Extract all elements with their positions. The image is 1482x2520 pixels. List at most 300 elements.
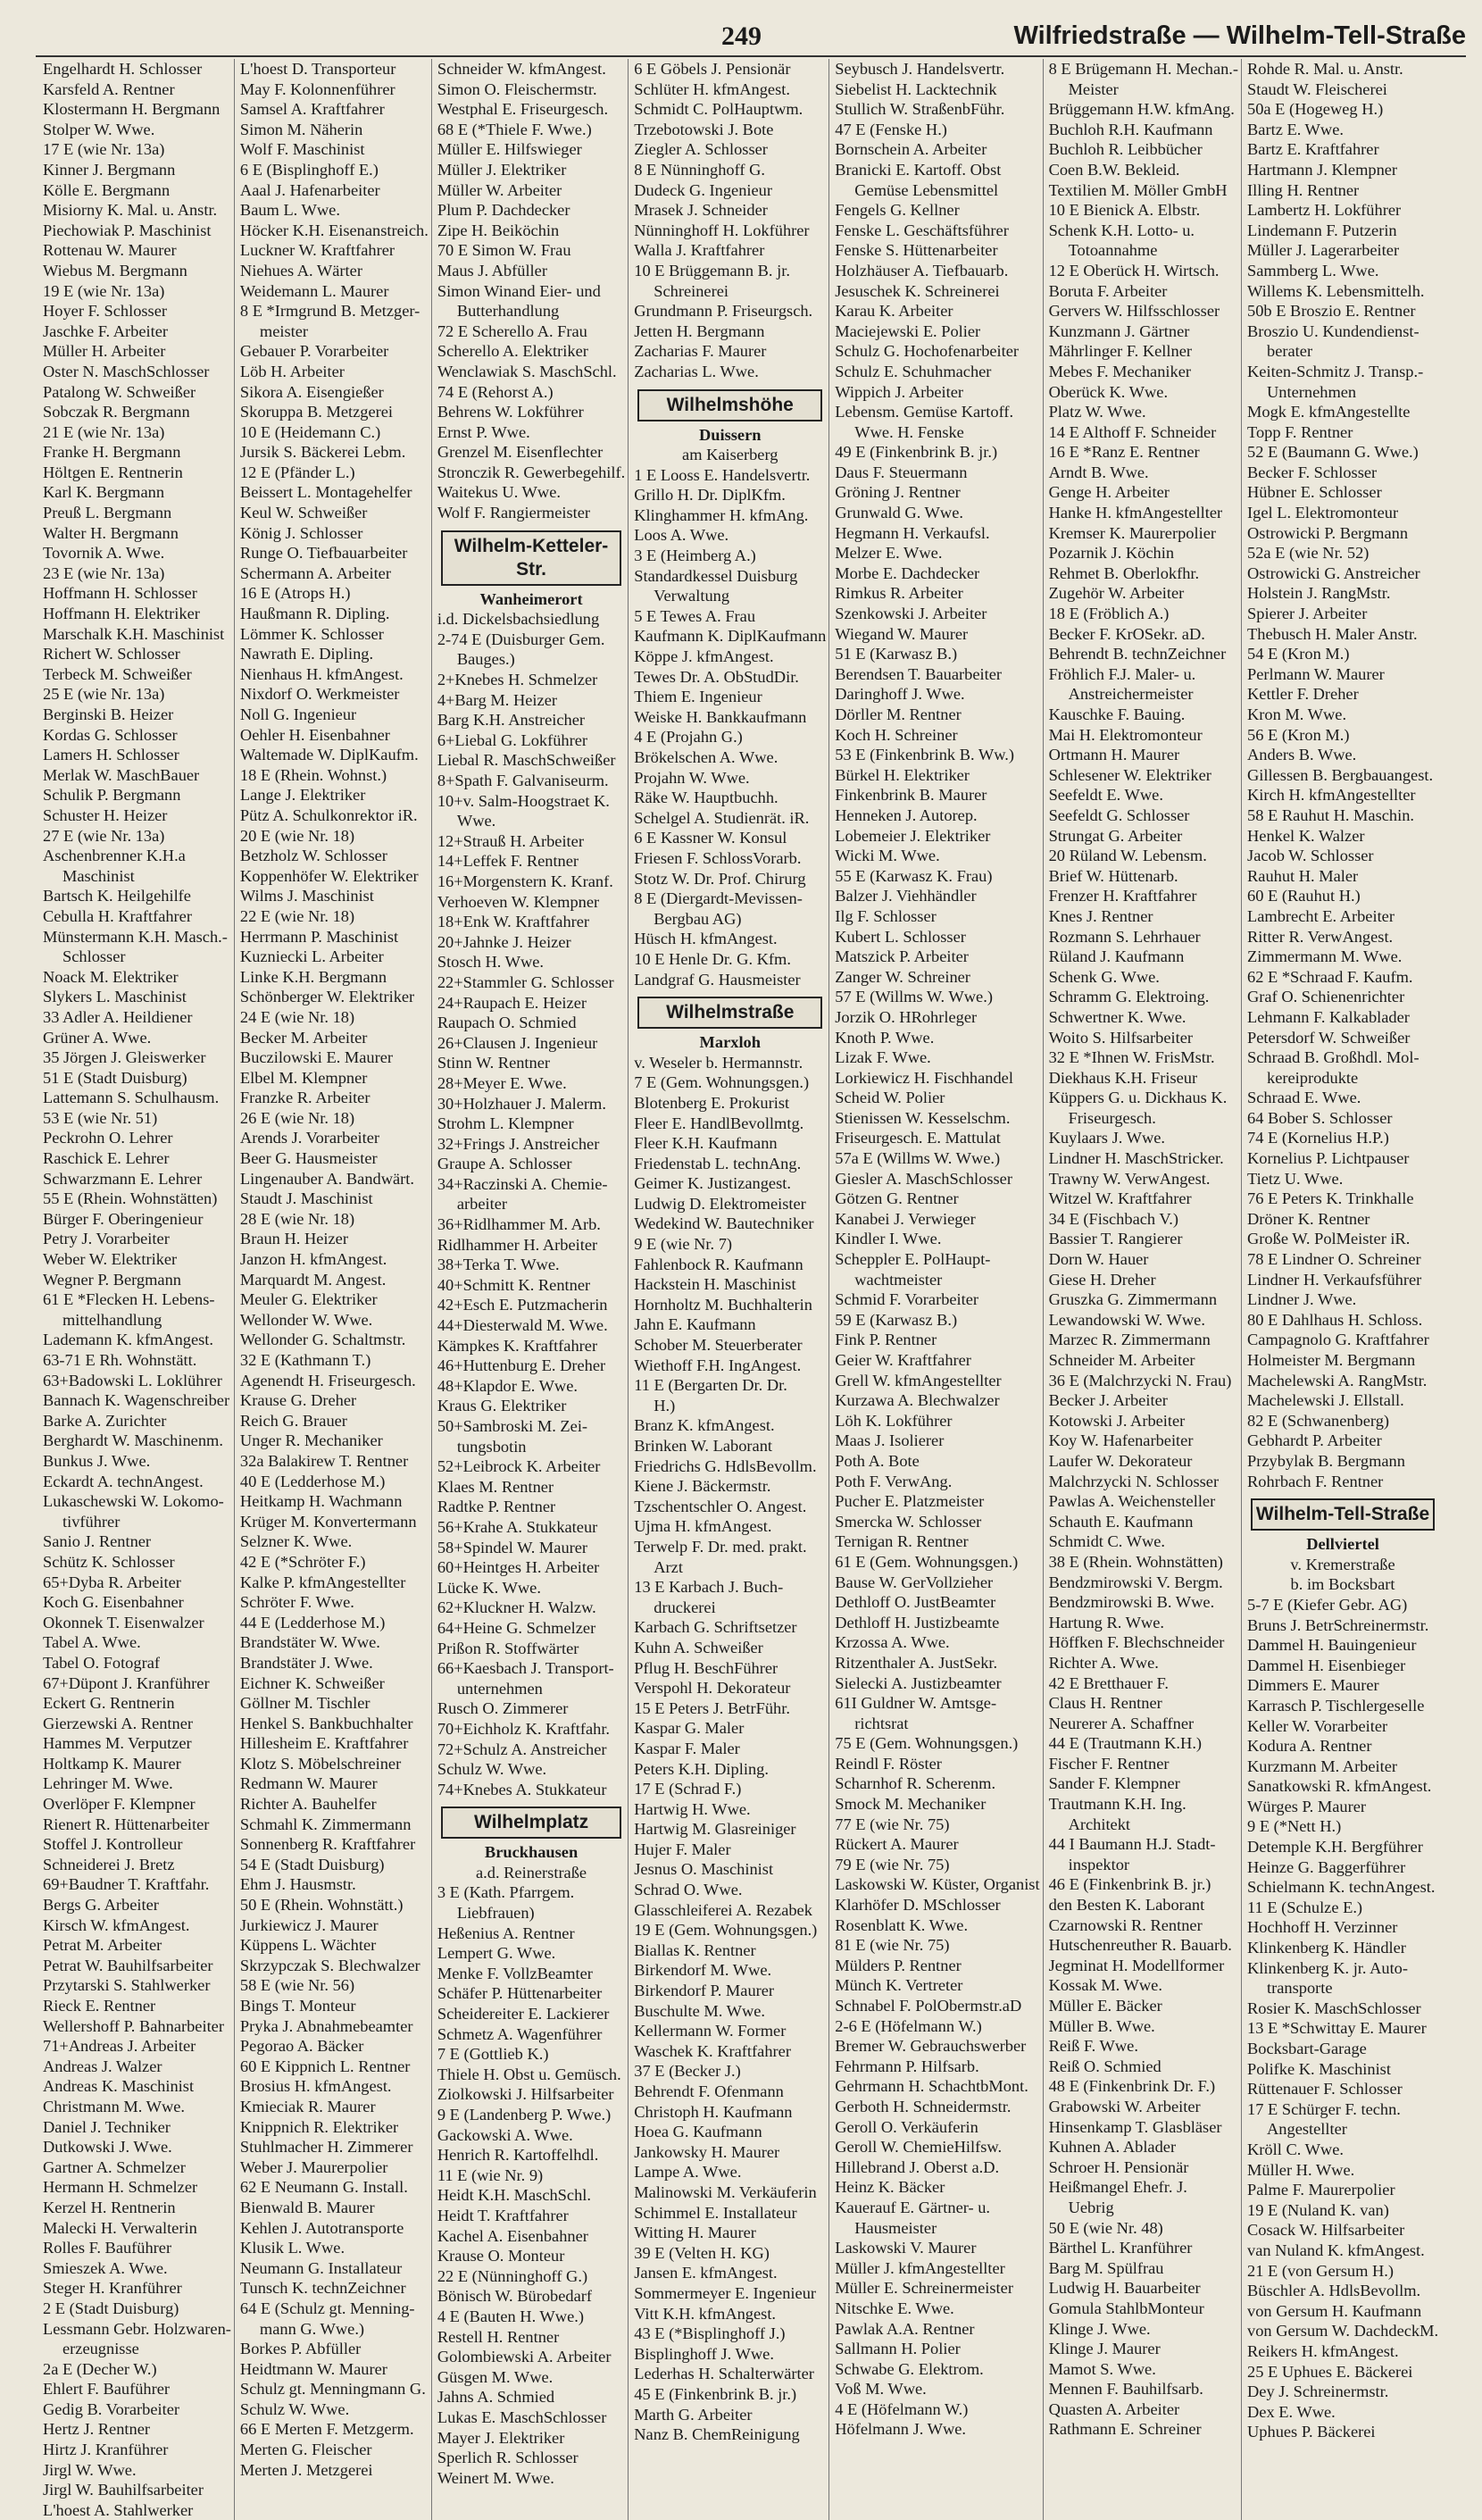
directory-entry: Friseurgesch.	[1068, 1108, 1156, 1127]
directory-entry: Marquardt M. Angest.	[239, 1270, 387, 1289]
directory-entry: unternehmen	[456, 1679, 543, 1698]
directory-entry: Skrzypczak S. Blechwalzer	[239, 1956, 420, 1974]
directory-entry: Pawlak A.A. Rentner	[835, 2319, 975, 2338]
directory-entry: Wegner P. Bergmann	[43, 1270, 181, 1289]
directory-entry: Hillebrand J. Oberst a.D.	[835, 2157, 1000, 2176]
directory-entry: Dörller M. Rentner	[835, 705, 962, 723]
directory-entry: Cebulla H. Kraftfahrer	[43, 906, 192, 925]
directory-entry: 9 E (*Nett H.)	[1247, 1817, 1342, 1836]
directory-entry: Melzer E. Wwe.	[835, 544, 943, 563]
directory-entry: Lattemann S. Schulhausm.	[43, 1089, 220, 1107]
directory-entry: Brökelschen A. Wwe.	[634, 748, 778, 766]
directory-entry: Architekt	[1068, 1815, 1131, 1833]
directory-entry: Lebensm. Gemüse Kartoff.	[835, 403, 1014, 421]
directory-entry: Illing H. Rentner	[1247, 180, 1360, 199]
directory-entry: Klinghammer H. kfmAng.	[634, 505, 809, 524]
directory-entry: Ternigan R. Rentner	[835, 1532, 969, 1551]
directory-entry: Schober M. Steuerberater	[634, 1336, 803, 1355]
directory-entry: inspektor	[1068, 1855, 1130, 1873]
directory-entry: König J. Schlosser	[239, 523, 363, 542]
directory-entry: Uebrig	[1068, 2198, 1114, 2216]
directory-entry: 68 E (*Thiele F. Wwe.)	[437, 120, 592, 138]
directory-entry: Waschek K. Kraftfahrer	[634, 2041, 791, 2060]
directory-entry: Marschalk K.H. Maschinist	[43, 624, 225, 643]
directory-entry: Diekhaus K.H. Friseur	[1048, 1068, 1198, 1087]
directory-entry: Nanz B. ChemReinigung	[634, 2425, 800, 2444]
directory-entry: Klostermann H. Bergmann	[43, 100, 221, 119]
directory-entry: Terbeck M. Schweißer	[43, 664, 192, 683]
directory-entry: Lademann K. kfmAngest.	[43, 1331, 214, 1349]
district-heading: Bruckhausen	[484, 1843, 579, 1862]
directory-entry: Münch K. Vertreter	[835, 1976, 963, 1995]
directory-entry: Textilien M. Möller GmbH	[1048, 180, 1228, 199]
directory-entry: Westphal E. Friseurgesch.	[437, 100, 609, 119]
directory-entry: Ilg F. Schlosser	[835, 906, 937, 925]
directory-entry: Simon O. Fleischermstr.	[437, 79, 597, 98]
directory-entry: Buschulte M. Wwe.	[634, 2001, 766, 2020]
directory-entry: Geier W. Kraftfahrer	[835, 1351, 971, 1369]
directory-entry: 4 E (Bauten H. Wwe.)	[437, 2307, 584, 2325]
directory-entry: Schönberger W. Elektriker	[239, 988, 415, 1006]
directory-entry: Bärthel L. Kranführer	[1048, 2239, 1193, 2257]
directory-entry: Pawlas A. Weichensteller	[1048, 1492, 1216, 1511]
directory-entry: Sikora A. Eisengießer	[239, 382, 384, 401]
directory-entry: Schulz W. Wwe.	[239, 2399, 350, 2418]
directory-entry: Heißmangel Ehefr. J.	[1048, 2178, 1187, 2197]
directory-entry: Andreas J. Walzer	[43, 2057, 162, 2075]
directory-columns	[39, 59, 1468, 2519]
directory-entry: Müller J. kfmAngestellter	[835, 2258, 1005, 2277]
directory-entry: Bönisch W. Bürobedarf	[437, 2287, 593, 2306]
directory-entry: Grunwald G. Wwe.	[835, 504, 963, 522]
directory-entry: Oberück K. Wwe.	[1048, 382, 1169, 401]
directory-entry: Birkendorf P. Maurer	[634, 1982, 775, 2000]
directory-entry: 16 E (Atrops H.)	[239, 584, 351, 603]
directory-entry: Bergs G. Arbeiter	[43, 1896, 159, 1915]
directory-entry: Genge H. Arbeiter	[1048, 483, 1170, 502]
directory-entry: Fröhlich F.J. Maler- u.	[1048, 664, 1196, 683]
directory-entry: Platz W. Wwe.	[1048, 403, 1146, 421]
directory-entry: Richter A. Bauhelfer	[239, 1795, 377, 1814]
directory-entry: 4+Barg M. Heizer	[437, 690, 557, 709]
directory-entry: Güsgen M. Wwe.	[437, 2367, 554, 2386]
directory-entry: Hujer F. Maler	[634, 1840, 731, 1858]
directory-entry: 4 E (Projahn G.)	[634, 728, 743, 747]
directory-entry: Höfelmann J. Wwe.	[835, 2420, 967, 2439]
directory-entry: Ostrowicki G. Anstreicher	[1247, 563, 1420, 582]
directory-entry: Lehmann F. Kalkablader	[1247, 1007, 1410, 1026]
directory-entry: Claus H. Rentner	[1048, 1694, 1162, 1713]
directory-entry: Lukaschewski W. Lokomo-	[43, 1492, 224, 1511]
directory-entry: 13 E *Schwittay E. Maurer	[1247, 2019, 1427, 2038]
directory-entry: Lange J. Elektriker	[239, 786, 366, 805]
directory-entry: May F. Kolonnenführer	[239, 79, 395, 98]
directory-entry: Sperlich R. Schlosser	[437, 2449, 579, 2467]
directory-entry: Jansen E. kfmAngest.	[634, 2264, 778, 2282]
directory-entry: 44 I Baumann H.J. Stadt-	[1048, 1835, 1216, 1854]
directory-entry: 24 E (wie Nr. 18)	[239, 1007, 355, 1026]
directory-entry: Kmieciak R. Maurer	[239, 2097, 376, 2115]
directory-entry: 80 E Dahlhaus H. Schloss.	[1247, 1310, 1423, 1329]
directory-entry: wachtmeister	[854, 1270, 943, 1289]
directory-entry: Schnabel F. PolObermstr.aD	[835, 1997, 1022, 2015]
directory-entry: mittelhandlung	[62, 1310, 162, 1329]
directory-entry: Wenclawiak S. MaschSchl.	[437, 362, 617, 380]
directory-entry: Nixdorf O. Werkmeister	[239, 685, 400, 704]
directory-entry: Scheidereiter E. Lackierer	[437, 2005, 610, 2024]
directory-entry: Rüland J. Kaufmann	[1048, 947, 1185, 966]
directory-entry: Rehmet B. Oberlokfhr.	[1048, 563, 1200, 582]
directory-entry: Holstein J. RangMstr.	[1247, 584, 1391, 603]
directory-entry: 10 E (Heidemann C.)	[239, 422, 381, 441]
directory-entry: Lingenauber A. Bandwärt.	[239, 1169, 415, 1188]
directory-entry: Zipe H. Beiköchin	[437, 221, 560, 239]
directory-entry: Henrich R. Kartoffelhdl.	[437, 2146, 599, 2165]
directory-entry: 5-7 E (Kiefer Gebr. AG)	[1247, 1595, 1408, 1614]
directory-entry: Machelewski A. RangMstr.	[1247, 1371, 1428, 1389]
directory-entry: Schreinerei	[654, 281, 729, 300]
directory-entry: Rozmann S. Lehrhauer	[1048, 927, 1201, 946]
directory-entry: Uphues P. Bäckerei	[1247, 2423, 1376, 2441]
directory-entry: Arzt	[654, 1557, 683, 1576]
directory-entry: Lindemann F. Putzerin	[1247, 221, 1397, 239]
directory-entry: Karrasch P. Tischlergeselle	[1247, 1696, 1425, 1715]
directory-entry: Wilms J. Maschinist	[239, 887, 374, 905]
directory-entry: Ludwig D. Elektromeister	[634, 1194, 806, 1213]
directory-entry: Räke W. Hauptbuchh.	[634, 789, 778, 807]
directory-entry: Brandstäter J. Wwe.	[239, 1653, 373, 1672]
directory-entry: Merten J. Metzgerei	[239, 2460, 373, 2479]
directory-entry: H.)	[654, 1396, 676, 1414]
directory-entry: Kodura A. Rentner	[1247, 1737, 1372, 1756]
directory-entry: Schimmel E. Installateur	[634, 2203, 797, 2222]
directory-entry: Bürger F. Oberingenieur	[43, 1209, 204, 1228]
directory-entry: Becker M. Arbeiter	[239, 1028, 368, 1047]
directory-entry: 15 E Peters J. BetrFühr.	[634, 1698, 790, 1717]
directory-entry: erzeugnisse	[62, 2340, 139, 2358]
directory-entry: Sommermeyer E. Ingenieur	[634, 2283, 817, 2302]
directory-entry: 2-74 E (Duisburger Gem.	[437, 630, 605, 648]
directory-entry: 6 E (Bisplinghoff E.)	[239, 160, 379, 179]
directory-entry: 19 E (wie Nr. 13a)	[43, 281, 165, 300]
directory-entry: Brüggemann H.W. kfmAng.	[1048, 100, 1235, 119]
directory-entry: Jegminat H. Modellformer	[1048, 1956, 1225, 1974]
directory-entry: Sobczak R. Bergmann	[43, 403, 190, 421]
directory-entry: Laskowski V. Maurer	[835, 2239, 977, 2257]
directory-entry: Walla J. Kraftfahrer	[634, 241, 765, 260]
directory-entry: Hüsch H. kfmAngest.	[634, 930, 778, 948]
directory-entry: Müller E. Bäcker	[1048, 1997, 1162, 2015]
directory-entry: Lehringer M. Wwe.	[43, 1774, 173, 1793]
directory-entry: Smock M. Mechaniker	[835, 1795, 987, 1814]
directory-entry: meister	[259, 321, 309, 340]
directory-entry: Fenske L. Geschäftsführer	[835, 221, 1009, 239]
directory-entry: Poth F. VerwAng.	[835, 1472, 953, 1490]
directory-entry: 37 E (Becker J.)	[634, 2062, 741, 2081]
directory-entry: Brandstäter W. Wwe.	[239, 1633, 380, 1652]
directory-entry: 54 E (Kron M.)	[1247, 645, 1350, 663]
directory-entry: Marzec R. Zimmermann	[1048, 1331, 1211, 1349]
directory-entry: 32a Balakirew T. Rentner	[239, 1451, 409, 1470]
directory-entry: 16+Morgenstern K. Kranf.	[437, 872, 613, 890]
directory-entry: Kerzel H. Rentnerin	[43, 2198, 176, 2216]
directory-entry: Jaschke F. Arbeiter	[43, 321, 168, 340]
directory-entry: Smieszek A. Wwe.	[43, 2258, 168, 2277]
directory-entry: 16 E *Ranz E. Rentner	[1048, 443, 1200, 462]
directory-entry: 8+Spath F. Galvaniseurm.	[437, 772, 609, 789]
directory-entry: a.d. Reinerstraße	[476, 1863, 587, 1882]
directory-entry: Hackstein H. Maschinist	[634, 1275, 796, 1294]
directory-entry: Malchrzycki N. Schlosser	[1048, 1472, 1220, 1490]
directory-entry: Schermann A. Arbeiter	[239, 563, 391, 582]
directory-entry: 36 E (Malchrzycki N. Frau)	[1048, 1371, 1232, 1389]
directory-entry: Bartz E. Wwe.	[1247, 120, 1344, 138]
directory-entry: Henneken J. Autorep.	[835, 805, 978, 824]
directory-entry: 60+Heintges H. Arbeiter	[437, 1558, 600, 1577]
directory-entry: Frenzer H. Kraftfahrer	[1048, 887, 1197, 905]
directory-entry: richtsrat	[854, 1714, 909, 1732]
directory-entry: Müller H. Wwe.	[1247, 2160, 1355, 2179]
directory-entry: 18 E (Rhein. Wohnst.)	[239, 765, 387, 784]
directory-entry: Nawrath E. Dipling.	[239, 645, 374, 663]
directory-entry: 34 E (Fischbach V.)	[1048, 1209, 1178, 1228]
directory-entry: Krüger M. Konvertermann	[239, 1512, 417, 1531]
directory-entry: Dröner K. Rentner	[1247, 1209, 1370, 1228]
directory-entry: Jorzik O. HRohrleger	[835, 1007, 978, 1026]
directory-entry: 79 E (wie Nr. 75)	[835, 1855, 950, 1873]
directory-entry: Petrat M. Arbeiter	[43, 1936, 162, 1955]
directory-entry: Ortmann H. Maurer	[1048, 746, 1180, 764]
directory-entry: 53 E (Finkenbrink B. Ww.)	[835, 746, 1015, 764]
directory-entry: Gerboth H. Schneidermstr.	[835, 2097, 1012, 2115]
directory-entry: Schelgel A. Studienrät. iR.	[634, 808, 810, 827]
directory-entry: Tunsch K. technZeichner	[239, 2279, 406, 2298]
directory-entry: Gröning J. Rentner	[835, 483, 961, 502]
directory-entry: 44 E (Ledderhose M.)	[239, 1613, 386, 1631]
directory-entry: Wellonder G. Schaltmstr.	[239, 1331, 406, 1349]
directory-entry: 20 E (wie Nr. 18)	[239, 826, 355, 845]
directory-entry: Przybylak B. Bergmann	[1247, 1451, 1405, 1470]
directory-entry: Skoruppa B. Metzgerei	[239, 403, 394, 421]
directory-entry: 19 E (Gem. Wohnungsgen.)	[634, 1921, 818, 1940]
directory-entry: Neumann G. Installateur	[239, 2258, 403, 2277]
directory-entry: Loos A. Wwe.	[634, 526, 729, 545]
directory-entry: Jetten H. Bergmann	[634, 321, 765, 340]
directory-entry: 21 E (von Gersum H.)	[1247, 2261, 1394, 2280]
directory-entry: Zugehör W. Arbeiter	[1048, 584, 1185, 603]
directory-entry: 12 E Oberück H. Wirtsch.	[1048, 261, 1220, 280]
directory-entry: Gedig B. Vorarbeiter	[43, 2399, 180, 2418]
directory-entry: Kindler I. Wwe.	[835, 1230, 942, 1248]
directory-entry: 55 E (Rhein. Wohnstätten)	[43, 1189, 218, 1208]
directory-entry: Hirtz J. Kranführer	[43, 2441, 169, 2459]
directory-entry: Müller E. Schreinermeister	[835, 2279, 1013, 2298]
directory-entry: Rieck E. Rentner	[43, 1997, 156, 2015]
directory-entry: Scharnhof R. Scherenm.	[835, 1774, 996, 1793]
directory-entry: 8 E Nünninghoff G.	[634, 160, 766, 179]
header-rule	[36, 55, 1466, 57]
directory-entry: Reindl F. Röster	[835, 1754, 942, 1773]
directory-entry: Lempert G. Wwe.	[437, 1944, 556, 1963]
directory-entry: Kremser K. Maurerpolier	[1048, 523, 1216, 542]
directory-entry: 70 E Simon W. Frau	[437, 241, 571, 260]
directory-entry: Dudeck G. Ingenieur	[634, 180, 772, 199]
directory-entry: Berghardt W. Maschinenm.	[43, 1431, 223, 1450]
directory-entry: Daus F. Steuermann	[835, 463, 968, 481]
directory-entry: Projahn W. Wwe.	[634, 768, 750, 787]
directory-entry: Geroll W. ChemieHilfsw.	[835, 2138, 1003, 2157]
directory-entry: Ehlert F. Bauführer	[43, 2380, 171, 2399]
directory-entry: Matszick P. Arbeiter	[835, 947, 969, 966]
street-heading: Wilhelmshöhe	[637, 389, 822, 421]
directory-entry: von Gersum W. DachdeckM.	[1247, 2322, 1439, 2341]
directory-entry: 44+Diesterwald M. Wwe.	[437, 1316, 608, 1335]
directory-entry: Smercka W. Schlosser	[835, 1512, 982, 1531]
street-heading: Wilhelm-Tell-Straße	[1251, 1498, 1435, 1531]
directory-entry: Gebhardt P. Arbeiter	[1247, 1431, 1382, 1450]
directory-entry: Gervers W. Hilfsschlosser	[1048, 302, 1220, 321]
directory-entry: Barg M. Spülfrau	[1048, 2258, 1164, 2277]
directory-entry: Kotowski J. Arbeiter	[1048, 1411, 1186, 1430]
directory-entry: Beissert L. Montagehelfer	[239, 483, 412, 502]
directory-entry: berater	[1267, 342, 1313, 361]
directory-entry: Weber J. Maurerpolier	[239, 2157, 388, 2176]
directory-column	[234, 59, 431, 2520]
directory-entry: 8 E (Diergardt-Mevissen-	[634, 889, 803, 908]
directory-entry: 70+Eichholz K. Kraftfahr.	[437, 1719, 611, 1738]
directory-entry: Becker F. Schlosser	[1247, 463, 1378, 481]
directory-entry: Tovornik A. Wwe.	[43, 544, 165, 563]
directory-entry: Schäfer P. Hüttenarbeiter	[437, 1984, 603, 2003]
directory-entry: kereiprodukte	[1267, 1068, 1359, 1087]
directory-entry: Schuster H. Heizer	[43, 805, 168, 824]
directory-entry: Wedekind W. Bautechniker	[634, 1214, 814, 1233]
directory-entry: Hübner E. Schlosser	[1247, 483, 1382, 502]
directory-entry: 63+Badowski L. Loklührer	[43, 1371, 222, 1389]
directory-entry: Seefeldt G. Schlosser	[1048, 805, 1190, 824]
directory-entry: 64 E (Schulz gt. Menning-	[239, 2299, 415, 2317]
directory-entry: 1 E Looss E. Handelsvertr.	[634, 465, 811, 484]
directory-entry: 14 E Althoff F. Schneider	[1048, 422, 1217, 441]
directory-entry: Szenkowski J. Arbeiter	[835, 605, 987, 623]
directory-entry: Bocksbart-Garage	[1247, 2040, 1367, 2057]
directory-entry: Borkes P. Abfüller	[239, 2340, 362, 2358]
directory-entry: Gehrmann H. SchachtbMont.	[835, 2077, 1028, 2096]
directory-entry: Klinge J. Maurer	[1048, 2340, 1161, 2358]
directory-entry: Slykers L. Maschinist	[43, 988, 187, 1006]
directory-entry: Tewes Dr. A. ObStudDir.	[634, 667, 799, 686]
directory-column	[1241, 59, 1441, 2520]
directory-entry: arbeiter	[456, 1195, 507, 1214]
directory-entry: Strohm L. Klempner	[437, 1114, 574, 1133]
directory-entry: Gillessen B. Bergbauangest.	[1247, 765, 1434, 784]
directory-entry: Nitschke E. Wwe.	[835, 2299, 954, 2317]
directory-entry: Schlüter H. kfmAngest.	[634, 79, 790, 98]
directory-entry: i.d. Dickelsbachsiedlung	[437, 610, 600, 629]
directory-entry: Tabel A. Wwe.	[43, 1633, 141, 1652]
directory-entry: 76 E Peters K. Trinkhalle	[1247, 1189, 1414, 1208]
directory-entry: Grüner A. Wwe.	[43, 1028, 152, 1047]
directory-entry: Rathmann E. Schreiner	[1048, 2420, 1202, 2439]
directory-entry: Polifke K. Maschinist	[1247, 2059, 1391, 2078]
directory-entry: Petry J. Vorarbeiter	[43, 1230, 170, 1248]
directory-entry: Lücke K. Wwe.	[437, 1578, 541, 1597]
directory-entry: Karsfeld A. Rentner	[43, 79, 175, 98]
directory-entry: Kunzmann J. Gärtner	[1048, 321, 1190, 340]
directory-entry: Jahn E. Kaufmann	[634, 1315, 756, 1334]
directory-entry: Scheppler E. PolHaupt-	[835, 1250, 991, 1269]
directory-entry: Fehrmann P. Hilfsarb.	[835, 2057, 979, 2075]
directory-entry: 77 E (wie Nr. 75)	[835, 1815, 950, 1833]
directory-entry: Kaspar F. Maler	[634, 1739, 740, 1757]
directory-entry: Wwe. H. Fenske	[854, 422, 964, 441]
directory-entry: Giese H. Dreher	[1048, 1270, 1156, 1289]
directory-entry: Verspohl H. Dekorateur	[634, 1679, 791, 1698]
directory-entry: 62 E Neumann G. Install.	[239, 2178, 408, 2197]
directory-entry: Dethloff O. JustBeamter	[835, 1593, 996, 1612]
directory-entry: 23 E (wie Nr. 13a)	[43, 563, 165, 582]
directory-entry: L'hoest A. Stahlwerker	[43, 2500, 194, 2519]
directory-entry: Rosier K. MaschSchlosser	[1247, 1998, 1421, 2017]
directory-entry: Hermann H. Schmelzer	[43, 2178, 198, 2197]
directory-entry: Dammel H. Eisenbieger	[1247, 1656, 1406, 1674]
directory-entry: Schulik P. Bergmann	[43, 786, 181, 805]
directory-entry: Wolf F. Maschinist	[239, 140, 365, 159]
directory-entry: Raschick E. Lehrer	[43, 1149, 170, 1168]
directory-entry: Bannach K. Wagenschreiber	[43, 1391, 230, 1410]
directory-entry: 74+Knebes A. Stukkateur	[437, 1780, 607, 1798]
directory-entry: Plum P. Dachdecker	[437, 201, 570, 220]
directory-entry: 44 E (Trautmann K.H.)	[1048, 1734, 1203, 1753]
directory-entry: Keul W. Schweißer	[239, 504, 368, 522]
directory-entry: 67+Düpont J. Kranführer	[43, 1673, 210, 1692]
directory-entry: Woito S. Hilfsarbeiter	[1048, 1028, 1194, 1047]
directory-entry: Götzen G. Rentner	[835, 1189, 959, 1208]
directory-entry: Ujma H. kfmAngest.	[634, 1517, 772, 1536]
directory-entry: Stotz W. Dr. Prof. Chirurg	[634, 869, 806, 888]
directory-entry: 53 E (wie Nr. 51)	[43, 1108, 158, 1127]
directory-entry: Kurzmann M. Arbeiter	[1247, 1756, 1398, 1775]
directory-entry: 66+Kaesbach J. Transport-	[437, 1659, 614, 1678]
directory-entry: Knoth P. Wwe.	[835, 1028, 935, 1047]
directory-entry: Schrad O. Wwe.	[634, 1881, 743, 1899]
directory-entry: Hartwig H. Wwe.	[634, 1799, 751, 1818]
directory-entry: Walter H. Bergmann	[43, 523, 179, 542]
directory-entry: Stolper W. Wwe.	[43, 120, 155, 138]
directory-entry: 54 E (Stadt Duisburg)	[239, 1855, 385, 1873]
directory-entry: Witting H. Maurer	[634, 2224, 756, 2242]
directory-entry: 55 E (Karwasz K. Frau)	[835, 866, 993, 885]
directory-entry: Rohrbach F. Rentner	[1247, 1472, 1384, 1490]
directory-entry: 46+Huttenburg E. Dreher	[437, 1356, 606, 1375]
directory-entry: Lambrecht E. Arbeiter	[1247, 906, 1395, 925]
directory-entry: Lambertz H. Lokführer	[1247, 201, 1402, 220]
directory-entry: 6+Liebal G. Lokführer	[437, 730, 588, 749]
directory-entry: 60 E Kippnich L. Rentner	[239, 2057, 411, 2075]
directory-entry: Mogk E. kfmAngestellte	[1247, 403, 1411, 421]
directory-entry: Schwertner K. Wwe.	[1048, 1007, 1186, 1026]
directory-entry: Jacob W. Schlosser	[1247, 847, 1374, 865]
directory-entry: Balzer J. Viehhändler	[835, 887, 977, 905]
directory-entry: Wiethoff F.H. IngAngest.	[634, 1356, 802, 1374]
directory-entry: 27 E (wie Nr. 13a)	[43, 826, 165, 845]
directory-entry: Bergbau AG)	[654, 909, 742, 928]
directory-entry: Gebauer P. Vorarbeiter	[239, 342, 389, 361]
directory-entry: 22 E (wie Nr. 18)	[239, 906, 355, 925]
directory-entry: Blotenberg E. Prokurist	[634, 1093, 790, 1112]
directory-entry: Linke K.H. Bergmann	[239, 967, 387, 986]
directory-entry: Igel L. Elektromonteur	[1247, 504, 1399, 522]
